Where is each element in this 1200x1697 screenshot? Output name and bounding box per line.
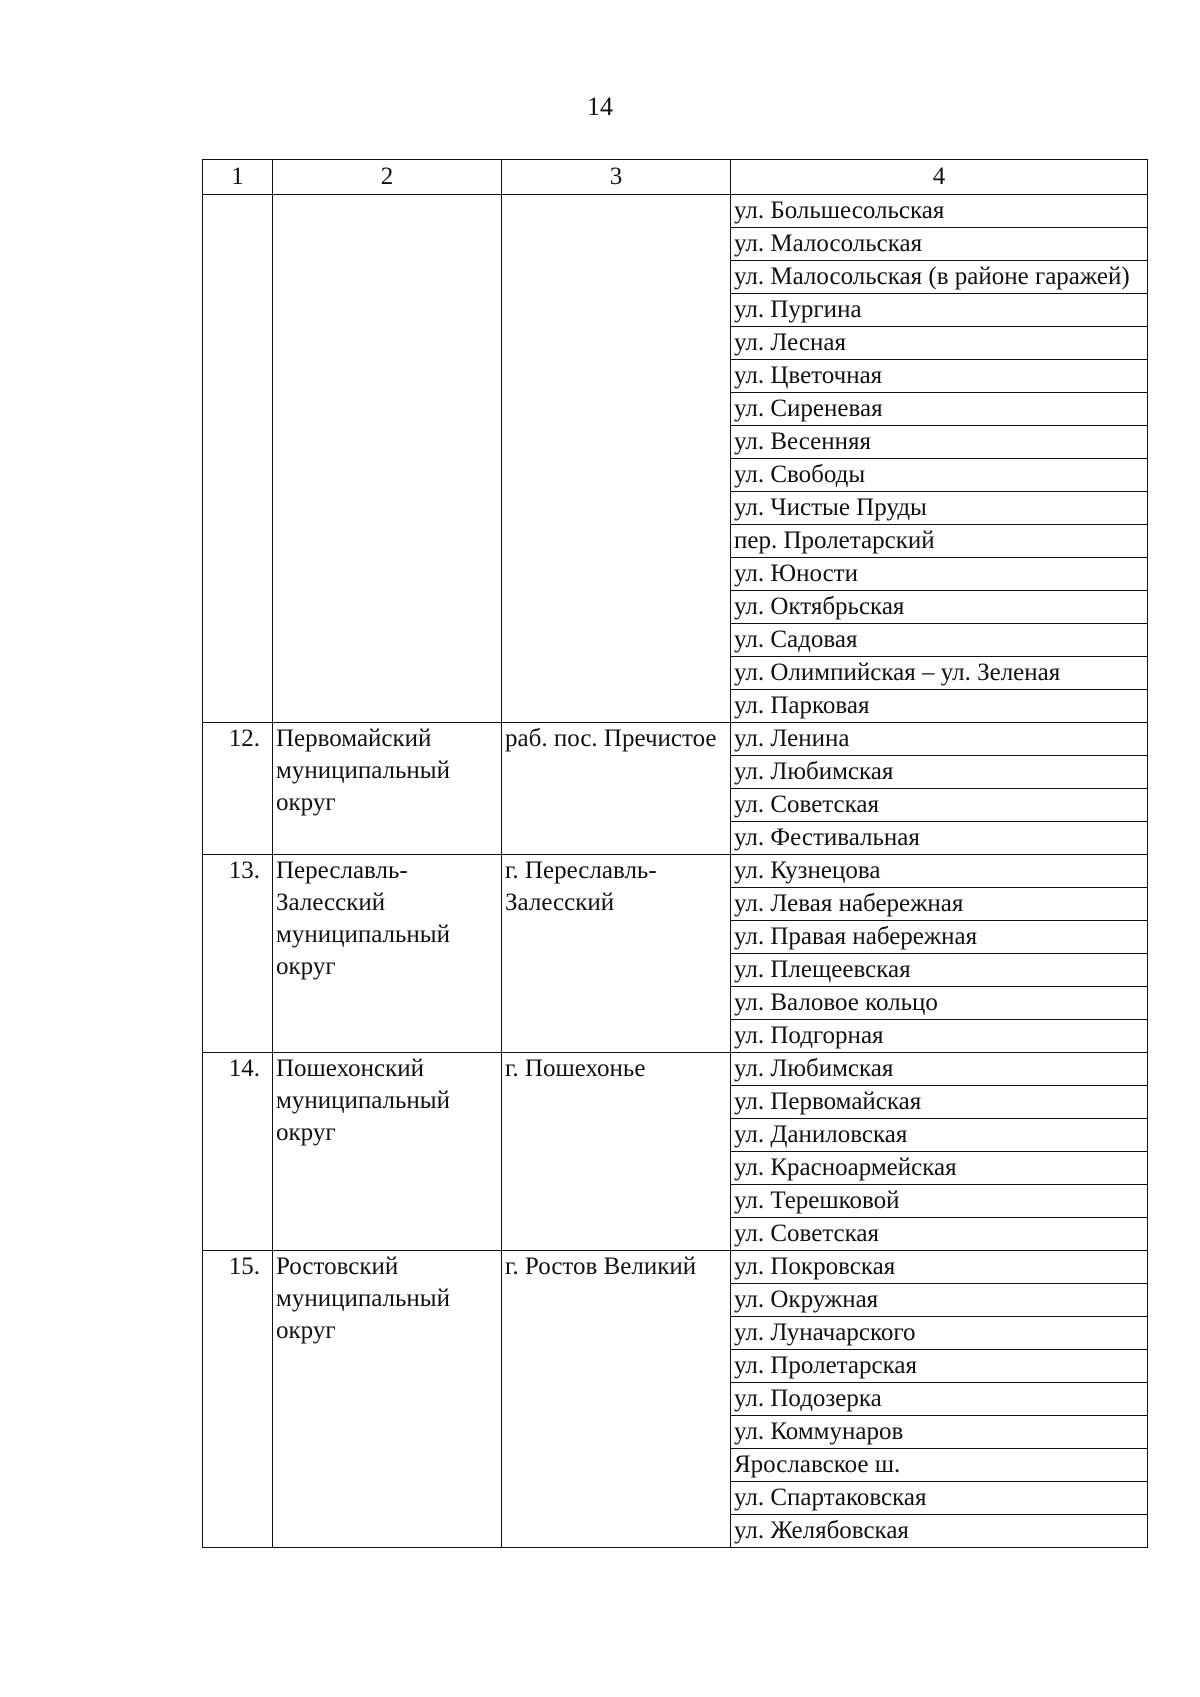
row-number: 14.: [203, 1053, 273, 1251]
district-name: Ростовский муниципальный округ: [273, 1251, 502, 1548]
street-name: ул. Красноармейская: [731, 1152, 1148, 1185]
locality-name: г. Пошехонье: [502, 1053, 731, 1251]
street-name: Ярославское ш.: [731, 1449, 1148, 1482]
street-name: ул. Валовое кольцо: [731, 987, 1148, 1020]
table-row: [203, 723, 1148, 756]
street-name: ул. Советская: [731, 789, 1148, 822]
streets-table: [202, 159, 1148, 1548]
street-name: ул. Олимпийская – ул. Зеленая: [731, 657, 1148, 690]
street-name: ул. Левая набережная: [731, 888, 1148, 921]
street-name: ул. Окружная: [731, 1284, 1148, 1317]
table-row: [203, 1053, 1148, 1086]
page-number: 14: [587, 92, 613, 121]
locality-name: раб. пос. Пречистое: [502, 723, 731, 855]
street-name: ул. Юности: [731, 558, 1148, 591]
street-name: ул. Фестивальная: [731, 822, 1148, 855]
row-number: 15.: [203, 1251, 273, 1548]
street-name: ул. Свободы: [731, 459, 1148, 492]
row-number: 12.: [203, 723, 273, 855]
street-name: ул. Любимская: [731, 1053, 1148, 1086]
row-number: 13.: [203, 855, 273, 1053]
street-name: ул. Кузнецова: [731, 855, 1148, 888]
locality-name: [502, 195, 731, 723]
header-col-2: 2: [273, 160, 502, 195]
street-name: ул. Большесольская: [731, 195, 1148, 228]
table-row: [203, 195, 1148, 228]
street-name: ул. Сиреневая: [731, 393, 1148, 426]
header-col-1: 1: [203, 160, 273, 195]
street-name: ул. Покровская: [731, 1251, 1148, 1284]
street-name: ул. Первомайская: [731, 1086, 1148, 1119]
row-number: [203, 195, 273, 723]
street-name: ул. Советская: [731, 1218, 1148, 1251]
district-name: [273, 195, 502, 723]
street-name: ул. Луначарского: [731, 1317, 1148, 1350]
street-name: ул. Малосольская: [731, 228, 1148, 261]
table-body: [203, 195, 1148, 1548]
street-name: ул. Любимская: [731, 756, 1148, 789]
locality-name: г. Переславль-Залесский: [502, 855, 731, 1053]
street-name: ул. Терешковой: [731, 1185, 1148, 1218]
street-name: ул. Чистые Пруды: [731, 492, 1148, 525]
street-name: ул. Плещеевская: [731, 954, 1148, 987]
street-name: ул. Лесная: [731, 327, 1148, 360]
street-name: ул. Подозерка: [731, 1383, 1148, 1416]
street-name: ул. Спартаковская: [731, 1482, 1148, 1515]
table-row: [203, 1251, 1148, 1284]
street-name: ул. Садовая: [731, 624, 1148, 657]
street-name: ул. Даниловская: [731, 1119, 1148, 1152]
header-row: [203, 160, 1148, 195]
street-name: ул. Пролетарская: [731, 1350, 1148, 1383]
street-name: ул. Пургина: [731, 294, 1148, 327]
street-name: ул. Желябовская: [731, 1515, 1148, 1548]
district-name: Первомайский муниципальный округ: [273, 723, 502, 855]
district-name: Пошехонский муниципальный округ: [273, 1053, 502, 1251]
table-row: [203, 855, 1148, 888]
street-name: ул. Ленина: [731, 723, 1148, 756]
street-name: ул. Малосольская (в районе гаражей): [731, 261, 1148, 294]
header-col-3: 3: [502, 160, 731, 195]
header-col-4: 4: [731, 160, 1148, 195]
street-name: ул. Коммунаров: [731, 1416, 1148, 1449]
street-name: ул. Весенняя: [731, 426, 1148, 459]
street-name: ул. Цветочная: [731, 360, 1148, 393]
street-name: ул. Подгорная: [731, 1020, 1148, 1053]
locality-name: г. Ростов Великий: [502, 1251, 731, 1548]
street-name: пер. Пролетарский: [731, 525, 1148, 558]
street-name: ул. Парковая: [731, 690, 1148, 723]
street-name: ул. Правая набережная: [731, 921, 1148, 954]
street-name: ул. Октябрьская: [731, 591, 1148, 624]
district-name: Переславль-Залесский муниципальный округ: [273, 855, 502, 1053]
